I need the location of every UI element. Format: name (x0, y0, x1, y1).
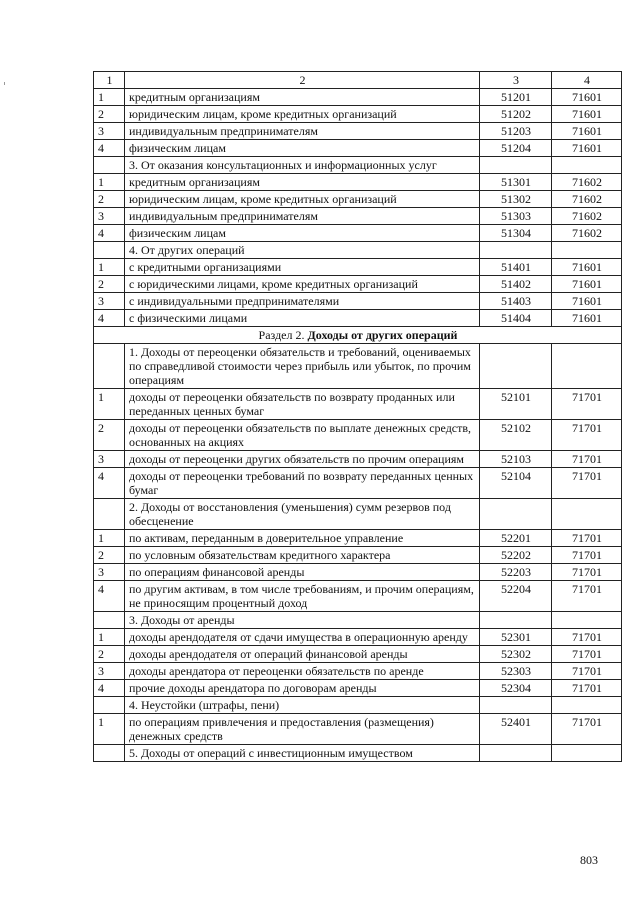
row-number: 4 (94, 581, 125, 612)
table-row (94, 581, 622, 612)
row-description: доходы арендодателя от операций финансовой аренды (125, 646, 480, 663)
row-description: 4. Неустойки (штрафы, пени) (125, 697, 480, 714)
row-number: 3 (94, 208, 125, 225)
row-description: доходы от переоценки обязательств по возврату проданных или переданных ценных бумаг (125, 389, 480, 420)
row-description: доходы от переоценки других обязательств по прочим операциям (125, 451, 480, 468)
row-number: 1 (94, 389, 125, 420)
income-symbol: 51404 (480, 310, 552, 327)
row-description: по условным обязательствам кредитного характера (125, 547, 480, 564)
section-prefix: Раздел 2. (258, 328, 308, 342)
row-description: 4. От других операций (125, 242, 480, 259)
income-symbol: 51201 (480, 89, 552, 106)
header-col-1: 1 (94, 72, 125, 89)
table-row (94, 697, 622, 714)
accounts-table (93, 71, 622, 762)
row-number: 4 (94, 468, 125, 499)
table-row (94, 451, 622, 468)
row-number (94, 697, 125, 714)
row-description: доходы от переоценки обязательств по выплате денежных средств, основанных на акциях (125, 420, 480, 451)
income-symbol: 51204 (480, 140, 552, 157)
row-description: 3. От оказания консультационных и информационных услуг (125, 157, 480, 174)
account-number: 71701 (552, 629, 622, 646)
row-number: 3 (94, 663, 125, 680)
table-row (94, 276, 622, 293)
row-number: 1 (94, 174, 125, 191)
table-row (94, 389, 622, 420)
account-number: 71601 (552, 310, 622, 327)
account-number: 71701 (552, 663, 622, 680)
header-col-2: 2 (125, 72, 480, 89)
account-number: 71701 (552, 581, 622, 612)
account-number (552, 499, 622, 530)
row-description: с индивидуальными предпринимателями (125, 293, 480, 310)
account-number: 71701 (552, 547, 622, 564)
income-symbol: 52204 (480, 581, 552, 612)
row-description: по другим активам, в том числе требованиям, и прочим операциям, не приносящим процентный доход (125, 581, 480, 612)
account-number: 71701 (552, 680, 622, 697)
table-row (94, 420, 622, 451)
row-number: 4 (94, 140, 125, 157)
account-number (552, 697, 622, 714)
account-number: 71601 (552, 106, 622, 123)
row-description: с кредитными организациями (125, 259, 480, 276)
table-row (94, 745, 622, 762)
income-symbol (480, 745, 552, 762)
table-row (94, 714, 622, 745)
account-number: 71601 (552, 293, 622, 310)
income-symbol: 52104 (480, 468, 552, 499)
table-row (94, 208, 622, 225)
page-number: 803 (580, 853, 598, 867)
account-number: 71601 (552, 276, 622, 293)
row-description: 2. Доходы от восстановления (уменьшения) сумм резервов под обесценение (125, 499, 480, 530)
row-description: доходы от переоценки требований по возврату переданных ценных бумаг (125, 468, 480, 499)
row-description: 5. Доходы от операций с инвестиционным имуществом (125, 745, 480, 762)
account-number (552, 612, 622, 629)
row-description: по операциям привлечения и предоставления (размещения) денежных средств (125, 714, 480, 745)
account-number: 71602 (552, 225, 622, 242)
account-number: 71701 (552, 451, 622, 468)
row-description: юридическим лицам, кроме кредитных организаций (125, 106, 480, 123)
income-symbol (480, 697, 552, 714)
income-symbol (480, 612, 552, 629)
row-description: с физическими лицами (125, 310, 480, 327)
row-description: с юридическими лицами, кроме кредитных организаций (125, 276, 480, 293)
row-number: 3 (94, 451, 125, 468)
account-number: 71601 (552, 89, 622, 106)
income-symbol: 51301 (480, 174, 552, 191)
row-description: по операциям финансовой аренды (125, 564, 480, 581)
row-number: 2 (94, 547, 125, 564)
income-symbol: 52102 (480, 420, 552, 451)
table-row (94, 242, 622, 259)
table-row (94, 663, 622, 680)
table-row (94, 174, 622, 191)
row-number: 2 (94, 646, 125, 663)
table-row (94, 499, 622, 530)
row-number: 2 (94, 420, 125, 451)
account-number (552, 242, 622, 259)
row-description: кредитным организациям (125, 174, 480, 191)
income-symbol: 52304 (480, 680, 552, 697)
account-number (552, 745, 622, 762)
row-number: 4 (94, 680, 125, 697)
income-symbol: 51202 (480, 106, 552, 123)
income-symbol: 51304 (480, 225, 552, 242)
row-description: 1. Доходы от переоценки обязательств и требований, оцениваемых по справедливой стоимости через прибыль или убыток, по прочим операциям (125, 344, 480, 389)
table-row (94, 225, 622, 242)
table-row (94, 157, 622, 174)
row-description: доходы арендодателя от сдачи имущества в операционную аренду (125, 629, 480, 646)
income-symbol: 51403 (480, 293, 552, 310)
income-symbol: 52203 (480, 564, 552, 581)
header-col-3: 3 (480, 72, 552, 89)
row-number (94, 344, 125, 389)
row-number: 1 (94, 629, 125, 646)
account-number (552, 157, 622, 174)
account-number: 71601 (552, 140, 622, 157)
income-symbol: 52401 (480, 714, 552, 745)
income-symbol: 52302 (480, 646, 552, 663)
margin-mark (4, 82, 5, 85)
row-number: 1 (94, 714, 125, 745)
table-row (94, 468, 622, 499)
income-symbol: 51402 (480, 276, 552, 293)
account-number: 71601 (552, 123, 622, 140)
table-row (94, 646, 622, 663)
account-number: 71701 (552, 714, 622, 745)
account-number: 71701 (552, 389, 622, 420)
row-number: 1 (94, 259, 125, 276)
row-description: индивидуальным предпринимателям (125, 208, 480, 225)
income-symbol (480, 344, 552, 389)
row-number: 2 (94, 276, 125, 293)
row-number: 4 (94, 225, 125, 242)
account-number (552, 344, 622, 389)
income-symbol: 52103 (480, 451, 552, 468)
income-symbol: 52301 (480, 629, 552, 646)
row-description: юридическим лицам, кроме кредитных организаций (125, 191, 480, 208)
row-number: 2 (94, 106, 125, 123)
table-row (94, 293, 622, 310)
account-number: 71701 (552, 530, 622, 547)
row-description: 3. Доходы от аренды (125, 612, 480, 629)
income-symbol: 51401 (480, 259, 552, 276)
table-row (94, 547, 622, 564)
income-symbol: 51303 (480, 208, 552, 225)
income-symbol (480, 499, 552, 530)
table-row (94, 259, 622, 276)
income-symbol: 52101 (480, 389, 552, 420)
table-row (94, 680, 622, 697)
row-number: 3 (94, 564, 125, 581)
table-row (94, 564, 622, 581)
table-row (94, 123, 622, 140)
income-symbol: 51203 (480, 123, 552, 140)
row-description: прочие доходы арендатора по договорам аренды (125, 680, 480, 697)
table-row (94, 629, 622, 646)
row-description: кредитным организациям (125, 89, 480, 106)
row-number: 4 (94, 310, 125, 327)
row-number (94, 612, 125, 629)
section-heading-row (94, 327, 622, 344)
table-row (94, 106, 622, 123)
row-number (94, 242, 125, 259)
section-title: Доходы от других операций (307, 328, 458, 342)
income-symbol: 51302 (480, 191, 552, 208)
row-description: индивидуальным предпринимателям (125, 123, 480, 140)
row-number: 3 (94, 123, 125, 140)
income-symbol (480, 242, 552, 259)
table-row (94, 140, 622, 157)
table-row (94, 310, 622, 327)
table-row (94, 612, 622, 629)
account-number: 71602 (552, 174, 622, 191)
row-number: 3 (94, 293, 125, 310)
table-row (94, 89, 622, 106)
row-number (94, 157, 125, 174)
income-symbol: 52202 (480, 547, 552, 564)
row-number: 1 (94, 89, 125, 106)
income-symbol: 52201 (480, 530, 552, 547)
section-heading (94, 327, 622, 344)
row-number (94, 745, 125, 762)
table-header-row (94, 72, 622, 89)
row-description: по активам, переданным в доверительное управление (125, 530, 480, 547)
income-symbol: 52303 (480, 663, 552, 680)
account-number: 71701 (552, 468, 622, 499)
row-description: физическим лицам (125, 140, 480, 157)
account-number: 71602 (552, 191, 622, 208)
row-description: доходы арендатора от переоценки обязательств по аренде (125, 663, 480, 680)
accounts-table-body (94, 72, 622, 762)
table-row (94, 344, 622, 389)
table-row (94, 191, 622, 208)
account-number: 71701 (552, 646, 622, 663)
row-description: физическим лицам (125, 225, 480, 242)
account-number: 71601 (552, 259, 622, 276)
table-row (94, 530, 622, 547)
row-number: 2 (94, 191, 125, 208)
account-number: 71701 (552, 420, 622, 451)
account-number: 71602 (552, 208, 622, 225)
header-col-4: 4 (552, 72, 622, 89)
row-number: 1 (94, 530, 125, 547)
row-number (94, 499, 125, 530)
account-number: 71701 (552, 564, 622, 581)
income-symbol (480, 157, 552, 174)
